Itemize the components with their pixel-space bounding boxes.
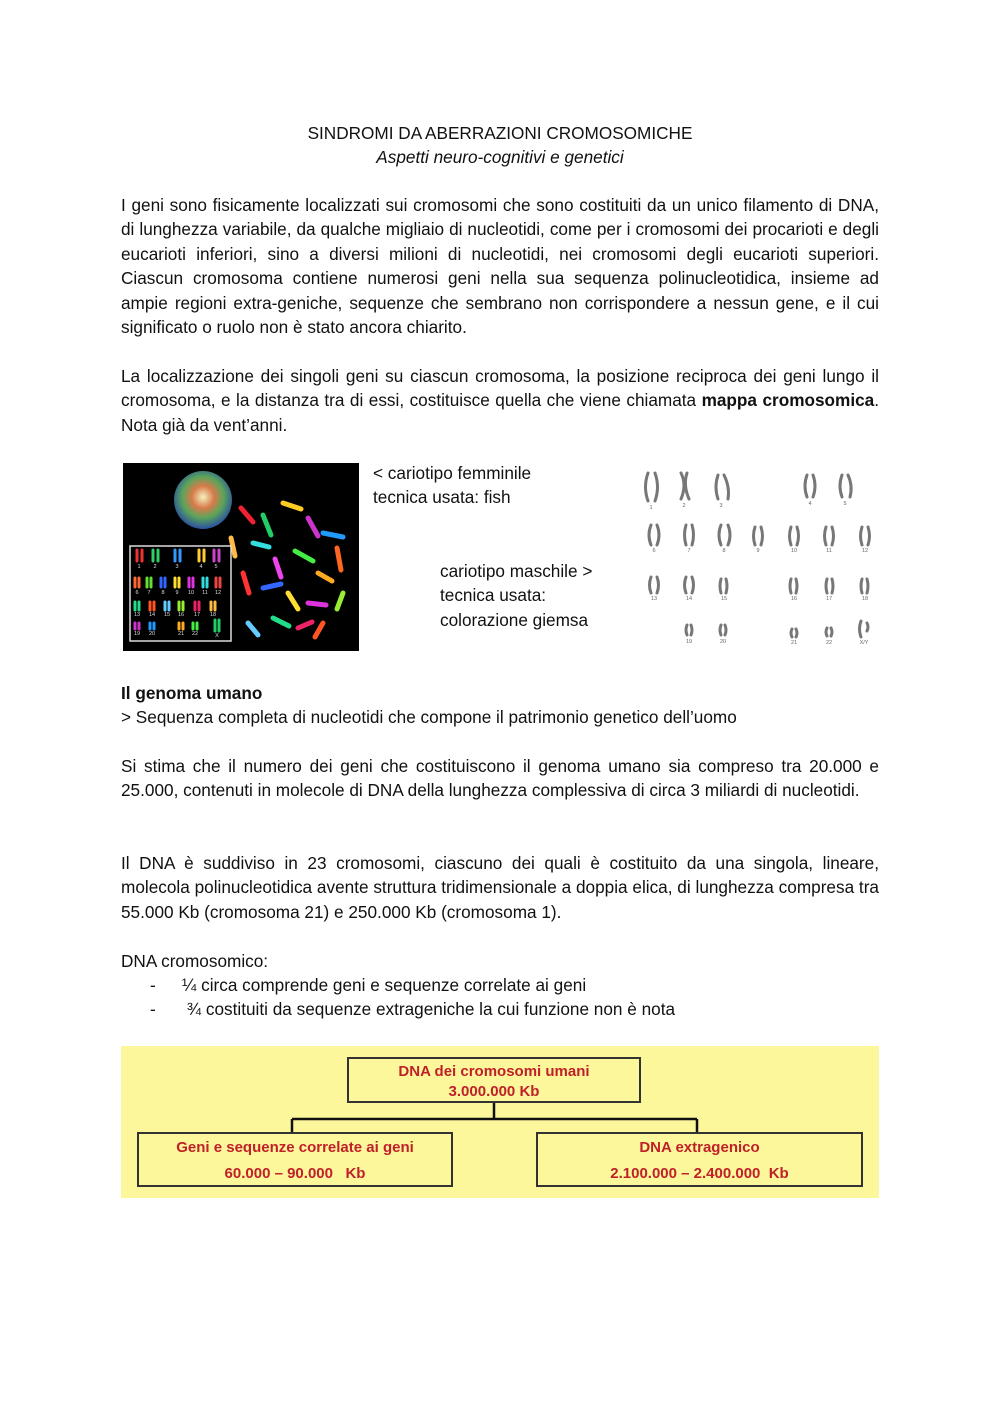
caption-line: tecnica usata: fish — [373, 487, 511, 508]
giemsa-label: 12 — [861, 548, 869, 554]
paragraph-genes — [121, 193, 879, 339]
fish-label: 8 — [161, 590, 165, 596]
caption-line: tecnica usata: — [440, 585, 547, 606]
giemsa-label: 7 — [687, 548, 691, 554]
giemsa-label: 4 — [808, 501, 812, 507]
diagram-box-total — [347, 1057, 641, 1103]
list-dash: - — [150, 975, 156, 995]
giemsa-label: 5 — [843, 501, 847, 507]
list-item-text: ¾ costituiti da sequenze extrageniche la cui funzione non è nota — [182, 999, 676, 1019]
giemsa-label: 21 — [790, 640, 798, 646]
page-title: SINDROMI DA ABERRAZIONI CROMOSOMICHE — [307, 123, 693, 143]
fish-label: 7 — [147, 590, 151, 596]
paragraph-map — [121, 364, 879, 437]
fish-label: 2 — [153, 564, 157, 570]
fish-label: 16 — [177, 612, 185, 618]
fish-label: 11 — [202, 590, 208, 596]
fish-karyotype-graphic — [123, 463, 359, 651]
diagram-box-value: 60.000 – 90.000 Kb — [224, 1165, 366, 1182]
paragraph-genes-text: I geni sono fisicamente localizzati sui cromosomi che sono costituiti da un unico filamento di DNA, di lunghezza variabile, da qualche migliaio di nucleotidi, come per i cromosomi dei procarioti e degli eucarioti inferiori, sino a diversi milioni di nucleotidi, nei cromosomi degli eucarioti superiori. Ciascun cromosoma contiene numerosi geni nella sua sequenza polinucleotidica, insieme ad ampie regioni extra-geniche, sequenze che sembrano non corrispondere a nessun gene, e il cui significato o ruolo non è stato ancora chiarito. — [121, 195, 879, 338]
giemsa-label: 15 — [720, 596, 728, 602]
list-item-text: ¼ circa comprende geni e sequenze correlate ai geni — [182, 975, 587, 995]
fish-label: 15 — [163, 612, 171, 618]
page-subtitle: Aspetti neuro-cognitivi e genetici — [376, 147, 624, 167]
male-karyotype-caption — [440, 559, 592, 632]
fish-label: 21 — [177, 631, 185, 637]
fish-label: 17 — [193, 612, 201, 618]
dna-composition-diagram — [121, 1046, 879, 1198]
giemsa-karyotype-graphic — [632, 461, 882, 653]
paragraph-chromosomes — [121, 851, 879, 924]
list-dash: - — [150, 999, 156, 1019]
caption-line: cariotipo maschile > — [440, 561, 593, 581]
diagram-box-genes — [137, 1132, 453, 1187]
giemsa-label: 6 — [652, 548, 656, 554]
giemsa-karyotype-image — [632, 461, 882, 653]
fish-label: 13 — [133, 612, 141, 618]
diagram-box-extragenic — [536, 1132, 863, 1187]
giemsa-label: 8 — [722, 548, 726, 554]
giemsa-label: 9 — [756, 548, 760, 554]
paragraph-gene-count-text: Si stima che il numero dei geni che costituiscono il genoma umano sia compreso tra 20.000 e 25.000, contenuti in molecole di DNA della lunghezza complessiva di circa 3 miliardi di nucleotidi. — [121, 756, 879, 801]
genome-definition: > Sequenza completa di nucleotidi che compone il patrimonio genetico dell’uomo — [121, 707, 737, 728]
diagram-box-label: DNA dei cromosomi umani — [398, 1063, 590, 1080]
fish-label: 1 — [137, 564, 141, 570]
fish-label: 18 — [209, 612, 217, 618]
fish-label: 22 — [191, 631, 199, 637]
caption-line: < cariotipo femminile — [373, 463, 532, 483]
list-item — [150, 997, 675, 1021]
paragraph-gene-count — [121, 754, 879, 803]
list-item — [150, 973, 586, 997]
fish-label: 9 — [175, 590, 179, 596]
fish-karyotype-image — [123, 463, 359, 651]
giemsa-label: 13 — [650, 596, 658, 602]
giemsa-label: 1 — [649, 505, 653, 511]
paragraph-map-part1: La localizzazione dei singoli geni su ciascun cromosoma, la posizione reciproca dei geni lungo il cromosoma, e la distanza tra di essi, costituisce quella che viene chiamata — [121, 366, 879, 411]
diagram-box-value: 2.100.000 – 2.400.000 Kb — [610, 1165, 789, 1182]
genome-section — [121, 681, 879, 730]
genome-heading — [121, 681, 879, 705]
genome-heading-text: Il genoma umano — [121, 683, 263, 703]
dna-heading — [121, 949, 879, 973]
fish-label: X — [215, 633, 219, 639]
diagram-box-value: 3.000.000 Kb — [448, 1083, 540, 1100]
giemsa-label: 10 — [790, 548, 798, 554]
giemsa-label: 22 — [825, 640, 833, 646]
giemsa-label: 14 — [685, 596, 693, 602]
dna-heading-text: DNA cromosomico: — [121, 951, 269, 971]
diagram-box-label: Geni e sequenze correlate ai geni — [176, 1139, 414, 1156]
giemsa-label: 3 — [719, 503, 723, 509]
giemsa-label: 16 — [790, 596, 798, 602]
fish-label: 14 — [148, 612, 156, 618]
fish-label: 3 — [175, 564, 179, 570]
giemsa-label: 17 — [825, 596, 833, 602]
fish-label: 6 — [135, 590, 139, 596]
giemsa-label: X/Y — [859, 640, 869, 646]
giemsa-label: 11 — [826, 548, 832, 554]
giemsa-label: 20 — [719, 639, 727, 645]
giemsa-label: 19 — [685, 639, 693, 645]
fish-label: 20 — [148, 631, 156, 637]
caption-line: colorazione giemsa — [440, 609, 589, 630]
female-karyotype-caption — [373, 461, 531, 510]
paragraph-map-text — [121, 364, 879, 437]
diagram-box-label: DNA extragenico — [639, 1139, 760, 1156]
paragraph-map-bold: mappa cromosomica — [701, 390, 875, 411]
giemsa-label: 18 — [861, 596, 869, 602]
fish-label: 12 — [214, 590, 222, 596]
paragraph-map-part2: . Nota già da vent’anni. — [121, 390, 879, 435]
fish-label: 19 — [133, 631, 141, 637]
giemsa-label: 2 — [682, 503, 686, 509]
fish-label: 4 — [199, 564, 203, 570]
fish-label: 5 — [214, 564, 218, 570]
paragraph-chromosomes-text: Il DNA è suddiviso in 23 cromosomi, ciascuno dei quali è costituito da una singola, lineare, molecola polinucleotidica avente struttura tridimensionale a doppia elica, di lunghezza compresa tra 55.000 Kb (cromosoma 21) e 250.000 Kb (cromosoma 1). — [121, 853, 879, 922]
fish-label: 10 — [187, 590, 195, 596]
